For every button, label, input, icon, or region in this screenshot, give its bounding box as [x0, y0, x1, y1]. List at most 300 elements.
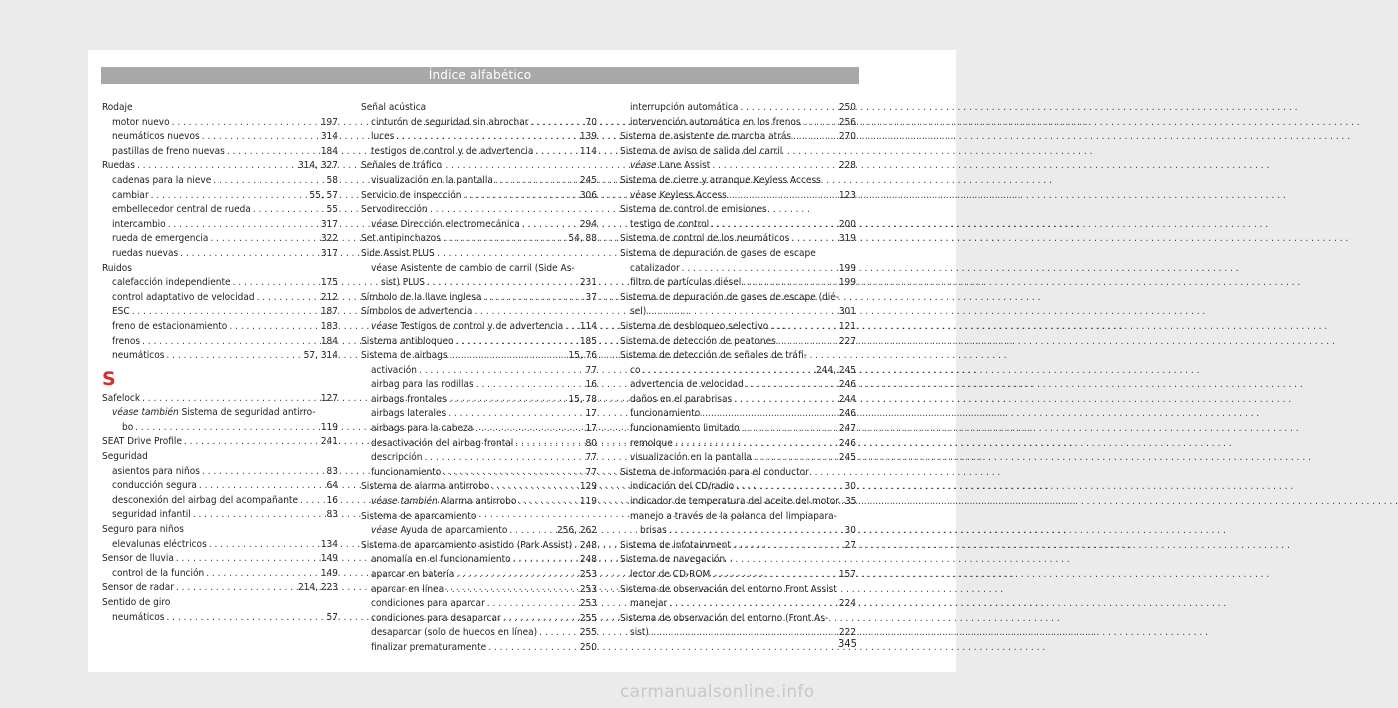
index-entry: [361, 232, 597, 247]
index-entry: [620, 189, 856, 204]
index-entry: [620, 116, 856, 131]
dot-leader: [454, 335, 580, 350]
entry-text: funcionamiento: [371, 466, 442, 478]
entry-term: [630, 189, 727, 204]
entry-text: Set antipinchazos: [361, 233, 441, 245]
see-reference: véase también: [371, 496, 438, 508]
entry-text: frenos: [112, 335, 141, 347]
entry-term: [630, 393, 732, 408]
dot-leader: [197, 479, 327, 494]
entry-text: asientos para niños: [112, 465, 200, 477]
entry-page: 256: [838, 116, 856, 128]
index-column-3: [620, 101, 856, 641]
dot-leader: [481, 291, 585, 306]
entry-text: airbags frontales: [371, 393, 447, 405]
dot-leader: [446, 407, 585, 422]
dot-leader: [166, 218, 321, 233]
entry-page: 200: [838, 218, 856, 230]
entry-text: Sistema de información para el conductor: [620, 466, 809, 478]
entry-term: [620, 539, 731, 554]
entry-page: 253: [579, 569, 597, 580]
see-reference: véase: [371, 218, 398, 230]
index-entry: [620, 583, 856, 598]
index-column-1: [102, 101, 338, 625]
entry-term: [371, 568, 454, 583]
entry-term: [630, 116, 801, 131]
entry-term: [620, 130, 791, 145]
entry-term: [620, 145, 782, 160]
entry-term: [630, 159, 710, 174]
entry-text: aparcar en batería: [371, 569, 455, 580]
dot-leader: [474, 378, 586, 393]
dot-leader: [741, 276, 839, 291]
index-entry: [102, 218, 338, 233]
entry-term: [361, 232, 441, 247]
entry-page: 175: [320, 277, 338, 289]
entry-page: 58: [326, 174, 338, 186]
entry-term: [112, 479, 197, 494]
index-entry: [361, 524, 597, 539]
entry-term: [630, 218, 709, 233]
index-entry: [102, 262, 338, 277]
entry-term: [630, 378, 744, 393]
entry-term: [371, 378, 474, 393]
index-entry: [102, 611, 338, 626]
entry-text: ESC: [112, 306, 130, 318]
entry-page: 80: [585, 437, 597, 449]
entry-text: Sensor de lluvia: [102, 553, 174, 565]
index-entry: [361, 553, 597, 568]
entry-text: sel): [630, 306, 647, 318]
index-entry: [620, 553, 856, 568]
entry-text: calefacción independiente: [112, 277, 231, 289]
dot-leader: [709, 218, 839, 233]
entry-text: sist) PLUS: [381, 277, 426, 289]
index-entry: [620, 145, 856, 160]
index-entry: [361, 539, 597, 554]
index-entry: [102, 203, 338, 218]
dot-leader: [734, 480, 844, 495]
dot-leader: [744, 378, 839, 393]
index-entry: [102, 538, 338, 553]
entry-term: [102, 552, 174, 567]
index-entry: [620, 364, 856, 379]
dot-leader: [207, 538, 321, 553]
entry-term: [122, 421, 133, 436]
entry-page: 114: [579, 145, 597, 157]
index-entry: [620, 466, 856, 481]
entry-text: Sistema de control de emisiones: [620, 204, 767, 216]
entry-page: 248: [579, 554, 597, 566]
entry-page: 244, 245: [815, 364, 856, 376]
entry-page: 54, 88: [568, 233, 597, 245]
entry-term: [371, 466, 441, 481]
dot-leader: [255, 291, 321, 306]
index-entry: [102, 174, 338, 189]
entry-page: 248: [579, 539, 597, 551]
dot-leader: [572, 539, 580, 554]
dot-leader: [200, 465, 327, 480]
see-reference: véase también: [112, 407, 179, 419]
entry-text: Sistema de observación del entorno Front Assist: [620, 583, 837, 595]
entry-term: [371, 393, 447, 408]
entry-text: véase Asistente de cambio de carril (Side As-: [371, 262, 575, 274]
index-entry: [102, 596, 338, 611]
entry-term: [371, 116, 528, 131]
dot-leader: [422, 451, 585, 466]
entry-term: [630, 626, 649, 641]
dot-leader: [528, 116, 585, 131]
entry-page: 245: [838, 452, 856, 464]
entry-term: [361, 159, 442, 174]
entry-term: [371, 262, 575, 277]
entry-term: [371, 407, 446, 422]
entry-text: airbags para la cabeza: [371, 423, 474, 435]
index-entry: [361, 422, 597, 437]
index-entry: [102, 450, 338, 465]
entry-term: [371, 364, 417, 379]
dot-leader: [791, 130, 839, 145]
entry-term: [112, 349, 164, 364]
dot-leader: [486, 641, 580, 656]
index-entry: [361, 568, 597, 583]
entry-text: Sensor de radar: [102, 582, 174, 594]
dot-leader: [425, 276, 580, 291]
entry-text: Seguridad: [102, 451, 148, 463]
entry-term: [361, 189, 461, 204]
entry-text: Sistema de navegación: [620, 554, 726, 566]
dot-leader: [732, 393, 839, 408]
entry-page: 255: [579, 627, 597, 639]
entry-text: Ayuda de aparcamiento: [400, 525, 508, 537]
index-entry: [620, 101, 856, 116]
index-entry: [620, 203, 856, 218]
entry-page: 199: [838, 262, 856, 274]
entry-term: [112, 232, 208, 247]
entry-page: 212: [320, 291, 338, 303]
entry-term: [620, 553, 725, 568]
entry-text: motor nuevo: [112, 116, 170, 128]
index-entry: [361, 262, 597, 277]
entry-page: 314: [320, 131, 338, 143]
entry-term: [112, 174, 211, 189]
entry-page: 15, 78: [568, 393, 597, 405]
dot-leader: [649, 626, 839, 641]
entry-page: 139: [579, 131, 597, 143]
entry-term: [112, 116, 170, 131]
entry-text: Safelock: [102, 392, 141, 404]
dot-leader: [164, 349, 303, 364]
entry-text: Sistema de airbags: [361, 350, 448, 362]
entry-text: Servodirección: [361, 204, 428, 216]
index-entry: [620, 349, 856, 364]
dot-leader: [461, 189, 579, 204]
index-entry: [361, 641, 597, 656]
entry-term: [381, 276, 425, 291]
entry-page: 127: [320, 392, 338, 404]
entry-text: funcionamiento: [630, 408, 701, 420]
entry-term: [112, 247, 178, 262]
dot-leader: [225, 145, 321, 160]
entry-term: [620, 232, 789, 247]
index-entry: [620, 422, 856, 437]
dot-leader: [520, 218, 580, 233]
entry-text: indicador de temperatura del aceite del motor: [630, 496, 839, 508]
entry-page: 317: [320, 218, 338, 230]
entry-text: desactivación del airbag frontal: [371, 437, 514, 449]
entry-term: [361, 349, 448, 364]
index-entry: [102, 247, 338, 262]
index-entry: [620, 407, 856, 422]
index-entry: [620, 510, 856, 525]
entry-page: 83: [326, 465, 338, 477]
entry-page: 306: [579, 189, 597, 201]
entry-text: cambiar: [112, 189, 149, 201]
entry-text: advertencia de velocidad: [630, 379, 744, 391]
entry-term: [620, 583, 837, 598]
entry-text: desaparcar (solo de huecos en línea): [371, 627, 538, 639]
entry-term: [371, 597, 485, 612]
index-entry: [361, 451, 597, 466]
index-entry: [620, 130, 856, 145]
entry-text: Sistema de aparcamiento asistido (Park Assist): [361, 539, 573, 551]
entry-page: 129: [579, 481, 597, 493]
index-entry: [361, 626, 597, 641]
index-entry: [361, 145, 597, 160]
entry-text: catalizador: [630, 262, 680, 274]
see-reference: véase: [371, 525, 398, 537]
entry-term: [112, 567, 204, 582]
index-entry: [620, 597, 856, 612]
index-entry: [620, 612, 856, 627]
entry-term: [620, 466, 809, 481]
entry-term: [371, 437, 513, 452]
entry-text: Símbolos de advertencia: [361, 306, 473, 318]
entry-page: 256, 262: [556, 525, 597, 537]
entry-text: intercambio: [112, 218, 166, 230]
entry-page: 314, 327: [297, 160, 338, 172]
dot-leader: [231, 276, 321, 291]
entry-text: intervención automática en los frenos: [630, 116, 801, 128]
entry-text: Sistema de aviso de salida del carril: [620, 145, 783, 157]
entry-page: 16: [326, 494, 338, 506]
index-entry: [102, 494, 338, 509]
dot-leader: [251, 203, 327, 218]
entry-page: 70: [585, 116, 597, 128]
dot-leader: [170, 116, 321, 131]
entry-page: 322: [320, 233, 338, 245]
entry-text: Señal acústica: [361, 102, 427, 113]
entry-term: [630, 262, 680, 277]
index-entry: [102, 291, 338, 306]
entry-page: 231: [579, 277, 597, 289]
entry-page: 250: [579, 641, 597, 653]
index-entry: [102, 392, 338, 407]
entry-page: 246: [838, 437, 856, 449]
dot-leader: [700, 407, 839, 422]
index-entry: [620, 276, 856, 291]
entry-text: Dirección electromecánica: [400, 218, 520, 230]
entry-text: Side Assist PLUS: [361, 247, 435, 259]
entry-text: Sistema de infotainment: [620, 539, 731, 551]
index-entry: [361, 393, 597, 408]
index-entry: [620, 437, 856, 452]
entry-text: Testigos de control y de advertencia: [400, 320, 564, 332]
entry-term: [371, 130, 394, 145]
dot-leader: [441, 466, 585, 481]
entry-text: rueda de emergencia: [112, 233, 209, 245]
entry-text: desconexión del airbag del acompañante: [112, 494, 298, 506]
entry-page: 246: [838, 408, 856, 420]
index-entry: [361, 276, 597, 291]
entry-term: [620, 203, 767, 218]
index-entry: [620, 320, 856, 335]
entry-page: 77: [585, 452, 597, 464]
entry-term: [620, 247, 816, 262]
dot-leader: [191, 508, 327, 523]
entry-page: 27: [844, 539, 856, 551]
entry-term: [361, 305, 472, 320]
entry-term: [112, 203, 251, 218]
entry-term: [102, 262, 132, 277]
dot-leader: [298, 494, 327, 509]
entry-page: 319: [838, 233, 856, 245]
entry-text: testigos de control y de advertencia: [371, 145, 534, 157]
entry-text: cadenas para la nieve: [112, 174, 212, 186]
index-entry: [102, 523, 338, 538]
dot-leader: [511, 553, 580, 568]
entry-text: Sistema de aparcamiento: [361, 510, 477, 522]
dot-leader: [752, 451, 839, 466]
index-entry: [102, 335, 338, 350]
entry-text: Sistema de asistente de marcha atrás: [620, 131, 792, 143]
entry-text: control adaptativo de velocidad: [112, 291, 255, 303]
entry-term: [630, 276, 741, 291]
entry-term: [112, 305, 130, 320]
dot-leader: [447, 393, 569, 408]
entry-page: 17: [585, 423, 597, 435]
entry-text: aparcar en línea: [371, 583, 445, 595]
entry-term: [630, 305, 646, 320]
entry-text: Sistema de control de los neumáticos: [620, 233, 790, 245]
index-entry: [361, 159, 597, 174]
entry-page: 57: [326, 611, 338, 623]
entry-term: [620, 291, 839, 306]
entry-term: [112, 320, 227, 335]
entry-page: 119: [320, 421, 338, 433]
index-entry: [102, 552, 338, 567]
entry-term: [620, 349, 807, 364]
entry-page: 255: [579, 612, 597, 624]
entry-term: [630, 495, 839, 510]
entry-term: [620, 320, 768, 335]
index-entry: [102, 581, 338, 596]
entry-text: co: [630, 364, 641, 376]
index-entry: [102, 116, 338, 131]
entry-term: [630, 480, 734, 495]
entry-term: [620, 612, 828, 627]
index-entry: [361, 130, 597, 145]
dot-leader: [135, 159, 298, 174]
entry-term: [112, 145, 225, 160]
entry-text: Servicio de inspección: [361, 189, 462, 201]
dot-leader: [208, 232, 320, 247]
entry-term: [371, 174, 493, 189]
entry-term: [371, 145, 533, 160]
entry-term: [361, 510, 476, 525]
entry-term: [630, 101, 738, 116]
entry-term: [102, 101, 133, 116]
index-entry: [620, 232, 856, 247]
dot-leader: [738, 101, 838, 116]
entry-term: [371, 451, 422, 466]
entry-page: 134: [320, 538, 338, 550]
entry-text: lector de CD-ROM: [630, 569, 711, 580]
entry-term: [630, 437, 673, 452]
entry-page: 214, 223: [297, 582, 338, 594]
entry-page: 119: [579, 496, 597, 508]
entry-page: 245: [579, 174, 597, 186]
dot-leader: [174, 581, 298, 596]
dot-leader: [789, 232, 839, 247]
dot-leader: [731, 539, 845, 554]
entry-page: 185: [579, 335, 597, 347]
entry-text: Sistema de depuración de gases de escape (dié-: [620, 291, 840, 303]
entry-term: [630, 597, 667, 612]
index-entry: [620, 247, 856, 262]
entry-text: remolque: [630, 437, 673, 449]
entry-term: [112, 291, 255, 306]
entry-text: Rodaje: [102, 102, 133, 113]
entry-page: 83: [326, 509, 338, 521]
index-entry: [102, 465, 338, 480]
dot-leader: [640, 364, 815, 379]
entry-page: 228: [838, 160, 856, 172]
entry-page: 55, 57: [309, 189, 338, 201]
entry-text: Símbolo de la llave inglesa: [361, 291, 482, 303]
entry-text: véase Keyless Access: [630, 189, 727, 201]
dot-leader: [710, 159, 839, 174]
dot-leader: [533, 145, 579, 160]
entry-term: [620, 174, 821, 189]
entry-text: freno de estacionamiento: [112, 320, 228, 332]
index-entry: [361, 349, 597, 364]
index-entry: [361, 203, 597, 218]
dot-leader: [485, 597, 580, 612]
entry-page: 199: [838, 277, 856, 289]
entry-page: 241: [320, 436, 338, 448]
entry-text: sist): [630, 627, 649, 639]
entry-text: finalizar prematuramente: [371, 641, 487, 653]
index-entry: [102, 421, 338, 436]
entry-text: Sistema de detección de señales de tráfi-: [620, 350, 807, 362]
entry-text: Sistema de detección de peatones: [620, 335, 776, 347]
index-entry: [102, 232, 338, 247]
dot-leader: [200, 130, 321, 145]
dot-leader: [516, 495, 579, 510]
dot-leader: [563, 320, 580, 335]
dot-leader: [441, 232, 569, 247]
index-entry: [361, 218, 597, 233]
entry-page: 149: [320, 567, 338, 579]
index-entry: [361, 364, 597, 379]
dot-leader: [667, 597, 839, 612]
entry-term: [371, 422, 473, 437]
index-entry: [102, 276, 338, 291]
index-entry: [620, 291, 856, 306]
entry-page: 121: [838, 320, 856, 332]
entry-term: [371, 553, 511, 568]
